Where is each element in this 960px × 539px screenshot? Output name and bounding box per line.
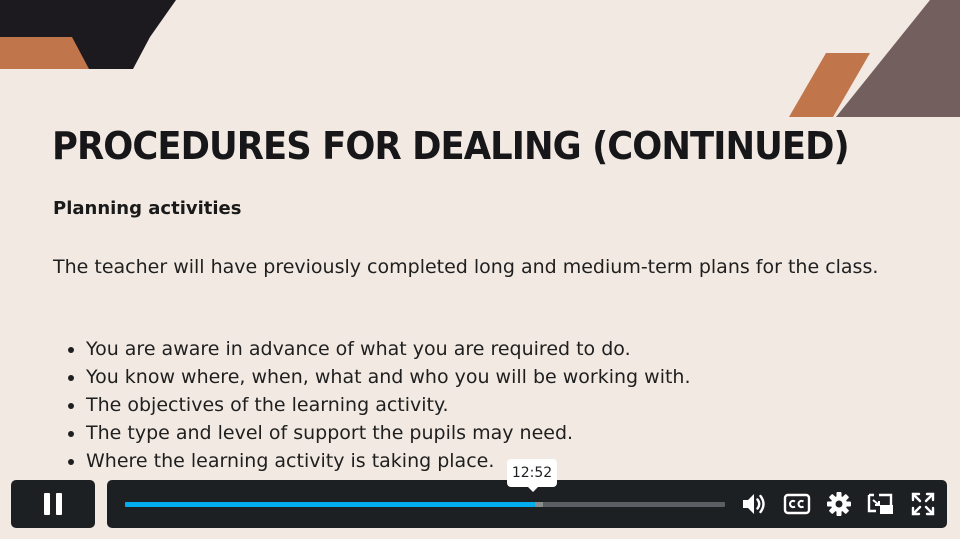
slide-title: PROCEDURES FOR DEALING (CONTINUED) <box>52 124 849 168</box>
fullscreen-icon[interactable] <box>909 491 937 517</box>
cc-icon[interactable] <box>783 491 811 517</box>
bullet-item: You are aware in advance of what you are required to do. <box>86 335 691 363</box>
progress-played <box>125 502 535 507</box>
bullet-item: The type and level of support the pupils may need. <box>86 419 691 447</box>
pause-icon <box>42 492 64 516</box>
time-tooltip: 12:52 <box>507 459 557 487</box>
bullet-item: The objectives of the learning activity. <box>86 391 691 419</box>
settings-gear-icon[interactable] <box>825 491 853 517</box>
progress-hover-marker <box>535 502 543 507</box>
progress-bar[interactable] <box>125 502 725 507</box>
slide-paragraph: The teacher will have previously completed long and medium-term plans for the class. <box>53 256 879 278</box>
picture-in-picture-icon[interactable] <box>867 491 895 517</box>
bullet-list <box>86 335 691 475</box>
deco-dark-shape <box>0 0 176 37</box>
slide-subheading: Planning activities <box>53 198 242 219</box>
volume-icon[interactable] <box>740 491 768 517</box>
pause-button[interactable] <box>11 480 95 528</box>
bullet-item: You know where, when, what and who you will be working with. <box>86 363 691 391</box>
bullet-item: Where the learning activity is taking place. <box>86 447 691 475</box>
control-bar <box>107 480 947 528</box>
